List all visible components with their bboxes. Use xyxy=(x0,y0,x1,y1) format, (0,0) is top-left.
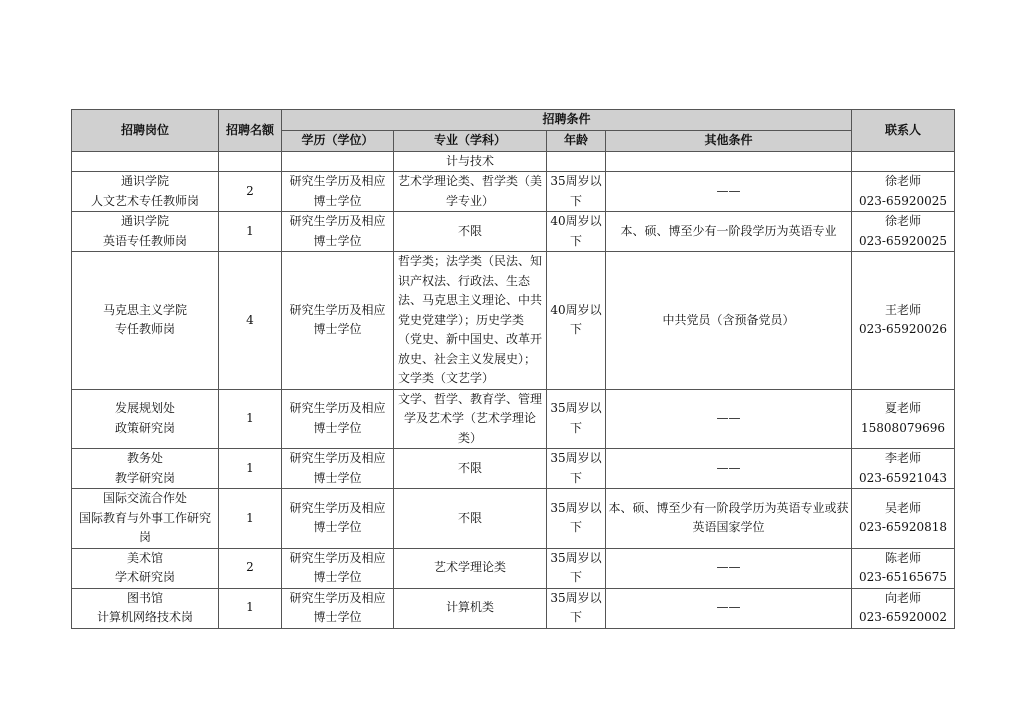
cell-major: 文学、哲学、教育学、管理学及艺术学（艺术学理论类） xyxy=(394,389,547,449)
header-other: 其他条件 xyxy=(606,130,852,151)
cell-other: —— xyxy=(606,548,852,588)
header-major: 专业（学科） xyxy=(394,130,547,151)
cell-age: 35周岁以下 xyxy=(547,449,606,489)
cell-major: 艺术学理论类 xyxy=(394,548,547,588)
cell-other: 本、硕、博至少有一阶段学历为英语专业 xyxy=(606,212,852,252)
table-row xyxy=(72,151,955,172)
cell-major: 艺术学理论类、哲学类（美学专业） xyxy=(394,172,547,212)
cell-major: 不限 xyxy=(394,489,547,549)
cell-major: 不限 xyxy=(394,449,547,489)
table-row xyxy=(72,489,955,549)
cell-position: 发展规划处 政策研究岗 xyxy=(72,389,219,449)
cell-position: 图书馆 计算机网络技术岗 xyxy=(72,588,219,628)
cell-education: 研究生学历及相应博士学位 xyxy=(282,489,394,549)
cell-quota: 1 xyxy=(219,449,282,489)
header-education: 学历（学位） xyxy=(282,130,394,151)
cell-age: 35周岁以下 xyxy=(547,489,606,549)
cell-education: 研究生学历及相应博士学位 xyxy=(282,172,394,212)
cell-quota xyxy=(219,151,282,172)
cell-other: —— xyxy=(606,389,852,449)
cell-position: 教务处 教学研究岗 xyxy=(72,449,219,489)
cell-contact: 李老师 023-65921043 xyxy=(852,449,955,489)
header-age: 年龄 xyxy=(547,130,606,151)
cell-other xyxy=(606,151,852,172)
cell-education: 研究生学历及相应博士学位 xyxy=(282,252,394,390)
cell-contact xyxy=(852,151,955,172)
cell-quota: 2 xyxy=(219,172,282,212)
header-conditions: 招聘条件 xyxy=(282,110,852,131)
cell-quota: 1 xyxy=(219,489,282,549)
cell-other: —— xyxy=(606,588,852,628)
cell-quota: 1 xyxy=(219,389,282,449)
cell-age: 35周岁以下 xyxy=(547,389,606,449)
recruitment-table xyxy=(71,109,955,629)
header-position: 招聘岗位 xyxy=(72,110,219,152)
cell-major: 计与技术 xyxy=(394,151,547,172)
cell-education: 研究生学历及相应博士学位 xyxy=(282,548,394,588)
cell-major: 计算机类 xyxy=(394,588,547,628)
cell-contact: 向老师 023-65920002 xyxy=(852,588,955,628)
cell-quota: 2 xyxy=(219,548,282,588)
cell-contact: 吴老师 023-65920818 xyxy=(852,489,955,549)
cell-quota: 1 xyxy=(219,588,282,628)
table-row xyxy=(72,389,955,449)
cell-education: 研究生学历及相应博士学位 xyxy=(282,588,394,628)
cell-other: 中共党员（含预备党员） xyxy=(606,252,852,390)
cell-contact: 夏老师 15808079696 xyxy=(852,389,955,449)
cell-contact: 王老师 023-65920026 xyxy=(852,252,955,390)
cell-position: 美术馆 学术研究岗 xyxy=(72,548,219,588)
cell-age: 35周岁以下 xyxy=(547,588,606,628)
cell-other: —— xyxy=(606,172,852,212)
cell-education xyxy=(282,151,394,172)
cell-major: 哲学类；法学类（民法、知识产权法、行政法、生态法、马克思主义理论、中共党史党建学）；历史学类（党史、新中国史、改革开放史、社会主义发展史）；文学类（文艺学） xyxy=(394,252,547,390)
cell-position: 国际交流合作处 国际教育与外事工作研究岗 xyxy=(72,489,219,549)
cell-major: 不限 xyxy=(394,212,547,252)
cell-age: 35周岁以下 xyxy=(547,172,606,212)
cell-education: 研究生学历及相应博士学位 xyxy=(282,449,394,489)
table-row xyxy=(72,449,955,489)
table-row xyxy=(72,588,955,628)
header-quota: 招聘名额 xyxy=(219,110,282,152)
table-row xyxy=(72,212,955,252)
cell-quota: 4 xyxy=(219,252,282,390)
cell-age: 40周岁以下 xyxy=(547,252,606,390)
cell-education: 研究生学历及相应博士学位 xyxy=(282,389,394,449)
cell-age xyxy=(547,151,606,172)
cell-contact: 徐老师 023-65920025 xyxy=(852,212,955,252)
cell-quota: 1 xyxy=(219,212,282,252)
table-row xyxy=(72,252,955,390)
cell-position: 通识学院 英语专任教师岗 xyxy=(72,212,219,252)
cell-position: 马克思主义学院 专任教师岗 xyxy=(72,252,219,390)
cell-position xyxy=(72,151,219,172)
cell-contact: 陈老师 023-65165675 xyxy=(852,548,955,588)
cell-other: —— xyxy=(606,449,852,489)
table-row xyxy=(72,548,955,588)
table-row xyxy=(72,172,955,212)
cell-age: 35周岁以下 xyxy=(547,548,606,588)
header-contact: 联系人 xyxy=(852,110,955,152)
cell-education: 研究生学历及相应博士学位 xyxy=(282,212,394,252)
cell-age: 40周岁以下 xyxy=(547,212,606,252)
cell-other: 本、硕、博至少有一阶段学历为英语专业或获英语国家学位 xyxy=(606,489,852,549)
table-header xyxy=(72,110,955,152)
cell-contact: 徐老师 023-65920025 xyxy=(852,172,955,212)
cell-position: 通识学院 人文艺术专任教师岗 xyxy=(72,172,219,212)
table-body xyxy=(72,151,955,628)
